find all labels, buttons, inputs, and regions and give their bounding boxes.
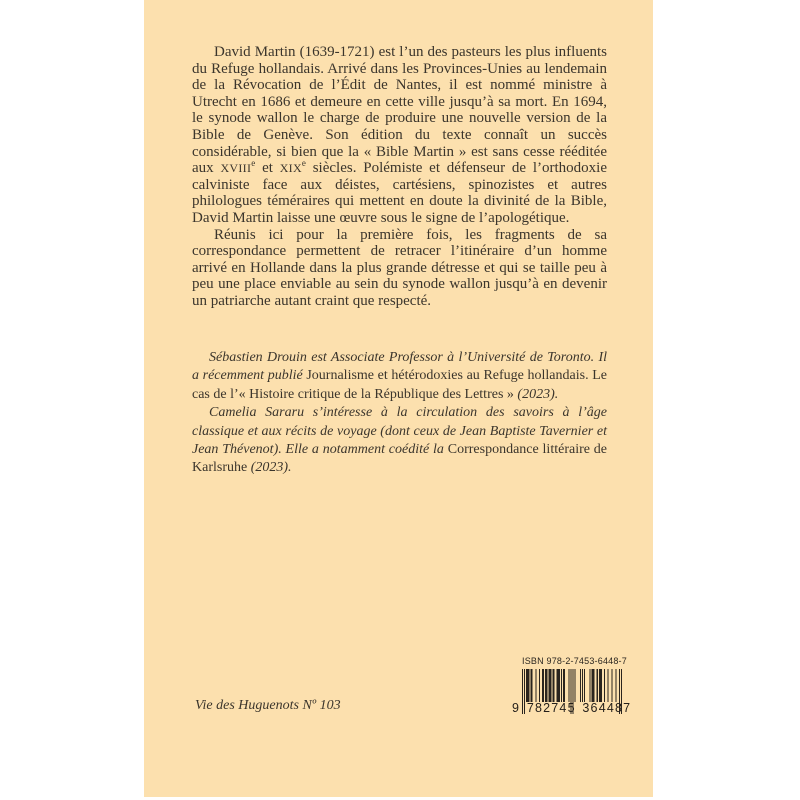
ean-number: 9 782745 364487 — [512, 701, 632, 715]
author-bio-sararu: Camelia Sararu s’intéresse à la circulation des savoirs à l’âge classique et aux récits de voyage (dont ceux de Jean Baptiste Tavernier et Jean Thévenot). Elle a notamment coédité la Correspondance littéraire de Karlsruhe (2023). — [192, 405, 607, 476]
author-bios — [192, 349, 607, 478]
series-label: Vie des Huguenots Nº 103 — [195, 698, 341, 713]
synopsis-paragraph-1: David Martin (1639-1721) est l’un des pasteurs les plus influents du Refuge hollandais. Arrivé dans les Provinces-Unies au lendemain de la Révocation de l’Édit de Nantes, il est nommé ministre à Utrecht en 1686 et demeure en cette ville jusqu’à sa mort. En 1694, le synode wallon le charge de produire une nouvelle version de la Bible de Genève. Son édition du texte connaît un succès considérable, si bien que la « Bible Martin » est sans cesse rééditée aux XVIIIe et XIXe siècles. Polémiste et défenseur de l’orthodoxie calviniste face aux déistes, cartésiens, spinozistes et autres philologues téméraires qui mettent en doute la divinité de la Bible, David Martin laisse une œuvre sous le signe de l’apologétique. — [192, 44, 607, 226]
isbn-number: ISBN 978-2-7453-6448-7 — [522, 656, 627, 666]
book-back-cover — [144, 0, 653, 797]
author-bio-drouin: Sébastien Drouin est Associate Professor à l’Université de Toronto. Il a récemment publié Journalisme et hétérodoxies au Refuge hollandais. Le cas de l’« Histoire critique de la République des Lettres » (2023). — [192, 350, 607, 402]
synopsis-paragraph-2: Réunis ici pour la première fois, les fragments de sa correspondance permettent de retracer l’itinéraire d’un homme arrivé en Hollande dans la plus grande détresse et qui se taille peu à peu une place enviable au sein du synode wallon jusqu’à en devenir un patriarche autant craint que respecté. — [192, 226, 607, 309]
synopsis-text — [192, 44, 607, 310]
isbn-barcode — [512, 655, 632, 715]
